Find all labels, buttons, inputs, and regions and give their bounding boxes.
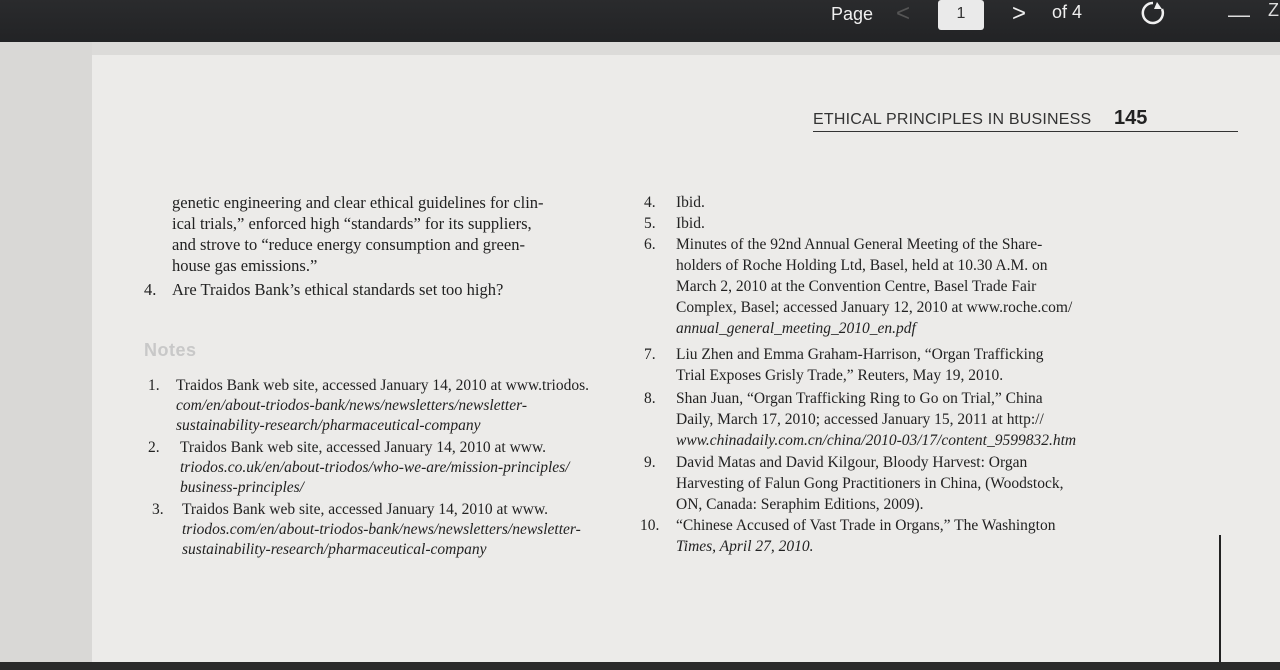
note-line: ON, Canada: Seraphim Editions, 2009).: [676, 496, 924, 513]
note-line: sustainability-research/pharmaceutical-company: [182, 541, 487, 558]
note-line: Harvesting of Falun Gong Practitioners in China, (Woodstock,: [676, 475, 1064, 492]
note-line: Times, April 27, 2010.: [676, 538, 814, 555]
question-number: 4.: [144, 280, 157, 299]
screen-bezel: [0, 662, 1280, 670]
note-line: www.chinadaily.com.cn/china/2010-03/17/content_9599832.htm: [676, 432, 1077, 449]
edge-button[interactable]: Z: [1268, 0, 1279, 20]
note-line: Traidos Bank web site, accessed January 14, 2010 at www.: [182, 501, 549, 518]
note-number: 4.: [644, 194, 656, 211]
note-line: triodos.com/en/about-triodos-bank/news/newsletters/newsletter-: [182, 521, 581, 538]
rotate-icon[interactable]: [1140, 0, 1166, 26]
note-line: Complex, Basel; accessed January 12, 2010 at www.roche.com/: [676, 299, 1073, 316]
note-number: 10.: [640, 517, 660, 534]
note-line: Minutes of the 92nd Annual General Meeting of the Share-: [676, 236, 1043, 253]
page-number: 145: [1114, 107, 1148, 129]
question-text: Are Traidos Bank’s ethical standards set too high?: [172, 280, 504, 299]
note-line: triodos.co.uk/en/about-triodos/who-we-are/mission-principles/: [180, 459, 570, 476]
body-line: genetic engineering and clear ethical guidelines for clin-: [172, 193, 544, 212]
note-number: 6.: [644, 236, 656, 253]
next-page-button[interactable]: >: [1012, 0, 1027, 27]
note-line: Ibid.: [676, 194, 705, 211]
note-number: 3.: [152, 501, 164, 518]
notes-heading: Notes: [144, 340, 197, 360]
viewer-margin-left: [0, 42, 92, 670]
page-edge-line: [1219, 535, 1221, 662]
note-number: 7.: [644, 346, 656, 363]
viewer-margin-top: [92, 42, 1280, 55]
note-number: 8.: [644, 390, 656, 407]
note-line: “Chinese Accused of Vast Trade in Organs,” The Washington: [676, 517, 1056, 534]
note-number: 9.: [644, 454, 656, 471]
note-line: Daily, March 17, 2010; accessed January 15, 2011 at http://: [676, 411, 1044, 428]
page-label: Page: [831, 4, 874, 24]
note-number: 5.: [644, 215, 656, 232]
running-head: ETHICAL PRINCIPLES IN BUSINESS: [813, 111, 1092, 128]
body-line: house gas emissions.”: [172, 256, 318, 275]
note-line: com/en/about-triodos-bank/news/newsletters/newsletter-: [176, 397, 527, 414]
minimize-button[interactable]: —: [1228, 2, 1250, 27]
header-rule: [813, 131, 1238, 132]
note-line: Traidos Bank web site, accessed January 14, 2010 at www.: [180, 439, 547, 456]
note-line: Trial Exposes Grisly Trade,” Reuters, May 19, 2010.: [676, 367, 1004, 384]
body-line: ical trials,” enforced high “standards” for its suppliers,: [172, 214, 532, 233]
note-number: 1.: [148, 377, 160, 394]
note-line: Liu Zhen and Emma Graham-Harrison, “Organ Trafficking: [676, 346, 1044, 363]
note-line: Ibid.: [676, 215, 705, 232]
body-line: and strove to “reduce energy consumption and green-: [172, 235, 525, 254]
page-number-input[interactable]: 1: [938, 0, 984, 30]
note-line: David Matas and David Kilgour, Bloody Harvest: Organ: [676, 454, 1028, 471]
page-count-label: of 4: [1052, 2, 1083, 22]
note-line: March 2, 2010 at the Convention Centre, Basel Trade Fair: [676, 278, 1037, 295]
note-line: Shan Juan, “Organ Trafficking Ring to Go on Trial,” China: [676, 390, 1043, 407]
note-number: 2.: [148, 439, 160, 456]
note-line: holders of Roche Holding Ltd, Basel, held at 10.30 A.M. on: [676, 257, 1048, 274]
prev-page-button[interactable]: <: [896, 0, 911, 27]
note-line: business-principles/: [180, 479, 304, 496]
note-line: annual_general_meeting_2010_en.pdf: [676, 320, 916, 337]
pdf-toolbar: [0, 0, 1280, 42]
note-line: Traidos Bank web site, accessed January 14, 2010 at www.triodos.: [176, 377, 589, 394]
note-line: sustainability-research/pharmaceutical-company: [176, 417, 481, 434]
